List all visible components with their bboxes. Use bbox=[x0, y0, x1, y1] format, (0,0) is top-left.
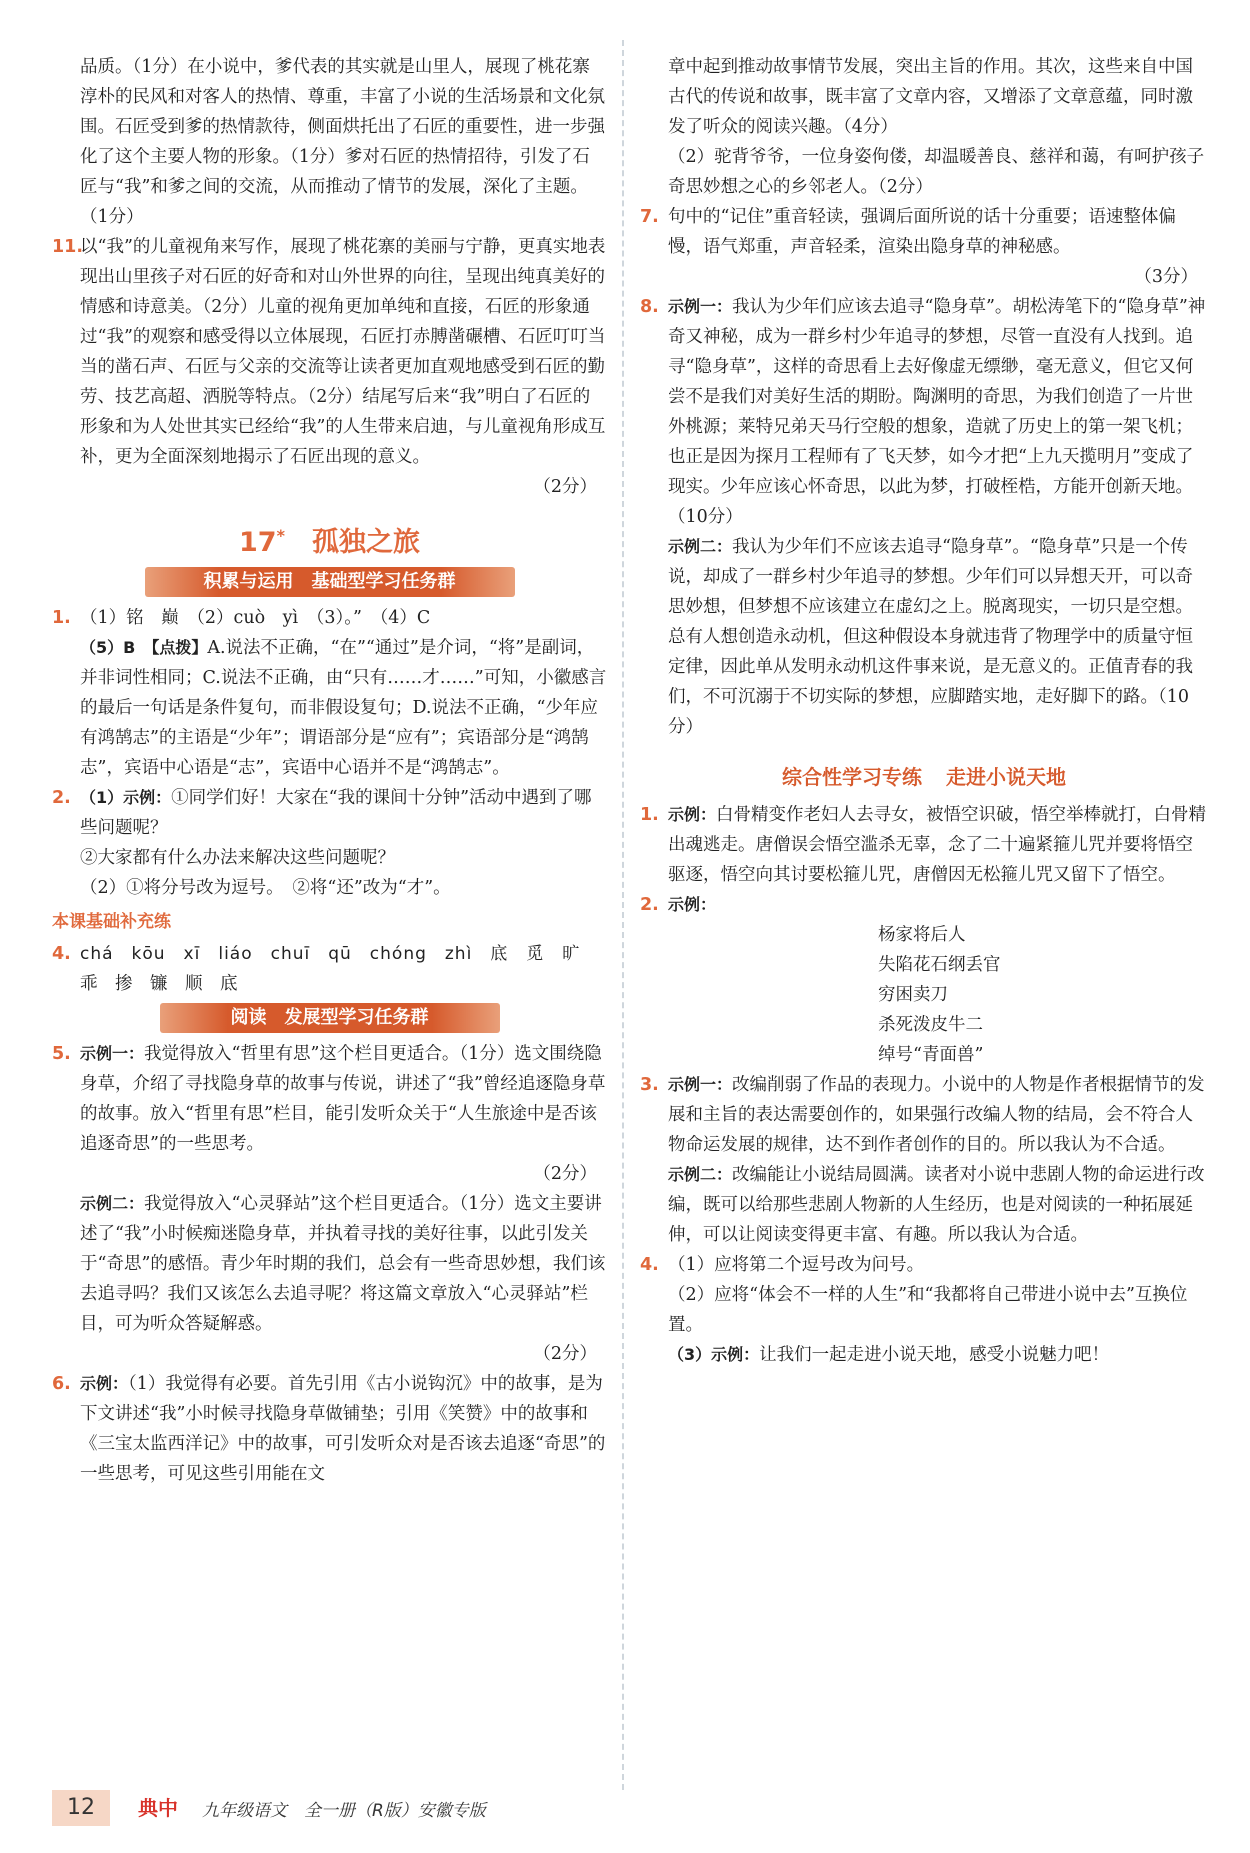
subsection-title: 本课基础补充练 bbox=[52, 912, 171, 932]
example-two bbox=[668, 532, 1208, 742]
list-item: 失陷花石纲丢官 bbox=[878, 955, 1001, 975]
question-2 bbox=[52, 783, 607, 903]
brand-logo: 典中 bbox=[138, 1796, 178, 1820]
answer-line bbox=[668, 800, 1208, 890]
character-lines bbox=[668, 920, 1208, 1070]
answer-line: chá kōu xī liáo chuī qū chóng zhì 底 觅 旷 bbox=[80, 944, 581, 964]
answer-tip bbox=[80, 633, 607, 783]
example-one bbox=[668, 292, 1208, 532]
question-number: 2. bbox=[52, 788, 71, 808]
answer-text: 我觉得放入“心灵驿站”这个栏目更适合。（1分）选文主要讲述了“我”小时候痴迷隐身草，并执着寻找的美好往事，以此引发关于“奇思”的感悟。青少年时期的我们，总会有一些奇思妙想，我们该去追寻吗？我们又该怎么去追寻呢？将这篇文章放入“心灵驿站”栏目，可为听众答疑解惑。 bbox=[80, 1194, 606, 1334]
question-5 bbox=[52, 1039, 607, 1369]
example-label: 示例一： bbox=[668, 297, 733, 316]
answer-text: ①同学们好！大家在“我的课间十分钟”活动中遇到了哪些问题呢？ bbox=[80, 788, 592, 838]
answer-line bbox=[668, 1340, 1208, 1370]
answer-line: （2）应将“体会不一样的人生”和“我都将自己带进小说中去”互换位置。 bbox=[668, 1285, 1188, 1335]
project-question-1 bbox=[640, 800, 1208, 890]
example-label: 示例二： bbox=[668, 537, 733, 556]
project-title-left: 综合性学习专练 bbox=[782, 765, 922, 789]
answer-text: 句中的“记住”重音轻读，强调后面所说的话十分重要；语速整体偏慢，语气郑重，声音轻柔，渲染出隐身草的神秘感。 bbox=[668, 207, 1176, 257]
q6-continuation: 章中起到推动故事情节发展，突出主旨的作用。其次，这些来自中国古代的传说和故事，既丰富了文章内容，又增添了文章意蕴，同时激发了听众的阅读兴趣。（4分） bbox=[668, 57, 1193, 137]
question-11 bbox=[52, 232, 607, 502]
tip-label: （5）B 【点拨】 bbox=[80, 638, 208, 657]
answer-text: 以“我”的儿童视角来写作，展现了桃花寨的美丽与宁静，更真实地表现出山里孩子对石匠的好奇和对山外世界的向往，呈现出纯真美好的情感和诗意美。（2分）儿童的视角更加单纯和直接，石匠的形象通过“我”的观察和感受得以立体展现，石匠打赤膊凿碾槽、石匠叮叮当当的凿石声、石匠与父亲的交流等让读者更加直观地感受到石匠的勤劳、技艺高超、洒脱等特点。（2分）结尾写后来“我”明白了石匠的形象和为人处世其实已经给“我”的人生带来启迪，与儿童视角形成互补，更为全面深刻地揭示了石匠出现的意义。 bbox=[80, 237, 606, 467]
example-label: 示例二： bbox=[80, 1194, 145, 1213]
question-number: 1. bbox=[52, 608, 71, 628]
question-number: 4. bbox=[640, 1255, 659, 1275]
question-number: 4. bbox=[52, 944, 71, 964]
lesson-star: * bbox=[276, 526, 285, 545]
column-divider bbox=[622, 40, 624, 1790]
q10-continuation: 品质。（1分）在小说中，爹代表的其实就是山里人，展现了桃花寨淳朴的民风和对客人的热情、尊重，丰富了小说的生活场景和文化氛围。石匠受到爹的热情款待，侧面烘托出了石匠的重要性，进一步强化了这个主要人物的形象。（1分）爹对石匠的热情招待，引发了石匠与“我”和爹之间的交流，从而推动了情节的发展，深化了主题。（1分） bbox=[80, 57, 605, 227]
answer-line: （1）铭 巅 （2）cuò yì （3）。” （4）C bbox=[80, 608, 431, 628]
project-question-3 bbox=[640, 1070, 1208, 1250]
left-column bbox=[52, 52, 607, 1489]
question-4 bbox=[52, 939, 607, 999]
right-column bbox=[640, 52, 1208, 1370]
example-label: 示例一： bbox=[80, 1044, 145, 1063]
project-question-2 bbox=[640, 890, 1208, 1070]
tip-text: A.说法不正确，“在”“通过”是介词，“将”是副词，并非词性相同；C.说法不正确，由“只有……才……”可知，小徽感言的最后一句话是条件复句，而非假设复句；D.说法不正确，“少年应有鸿鹄志”的主语是“少年”；谓语部分是“应有”；宾语部分是“鸿鹄志”，宾语中心语是“志”，宾语中心语并不是“鸿鹄志”。 bbox=[80, 638, 607, 778]
answer-text: 改编能让小说结局圆满。读者对小说中悲剧人物的命运进行改编，既可以给那些悲剧人物新的人生经历，也是对阅读的一种拓展延伸，可以让阅读变得更丰富、有趣。所以我认为合适。 bbox=[668, 1165, 1205, 1245]
example-label: 示例一： bbox=[668, 1075, 733, 1094]
question-number: 3. bbox=[640, 1075, 659, 1095]
example-two bbox=[668, 1160, 1208, 1250]
question-7 bbox=[640, 202, 1208, 292]
example-label: 示例： bbox=[668, 895, 717, 914]
answer-line bbox=[80, 1369, 607, 1489]
question-number: 11. bbox=[52, 237, 84, 257]
question-8 bbox=[640, 292, 1208, 742]
answer-text: 白骨精变作老妇人去寻女，被悟空识破，悟空举棒就打，白骨精出魂逃走。唐僧误会悟空滥杀无辜，念了二十遍紧箍儿咒并要将悟空驱逐，悟空向其讨要松箍儿咒，唐僧因无松箍儿咒又留下了悟空。 bbox=[668, 805, 1207, 885]
score: （2分） bbox=[533, 1344, 597, 1364]
question-number: 7. bbox=[640, 207, 659, 227]
list-item: 穷困卖刀 bbox=[878, 985, 948, 1005]
question-number: 1. bbox=[640, 805, 659, 825]
lesson-title bbox=[52, 516, 607, 563]
question-1 bbox=[52, 603, 607, 783]
question-number: 2. bbox=[640, 895, 659, 915]
answer-line bbox=[80, 783, 607, 843]
score: （2分） bbox=[533, 477, 597, 497]
example-label: 示例： bbox=[80, 1374, 129, 1393]
example-label: 示例二： bbox=[668, 1165, 733, 1184]
section-banner-basic: 积累与运用 基础型学习任务群 bbox=[145, 567, 515, 597]
project-question-4 bbox=[640, 1250, 1208, 1370]
answer-text: 我觉得放入“哲里有思”这个栏目更适合。（1分）选文围绕隐身草，介绍了寻找隐身草的故事与传说，讲述了“我”曾经追逐隐身草的故事。放入“哲里有思”栏目，能引发听众关于“人生旅途中是否该追逐奇思”的一些思考。 bbox=[80, 1044, 606, 1154]
page-number: 12 bbox=[52, 1790, 110, 1826]
example-label: （1）示例： bbox=[80, 788, 172, 807]
answer-text: （1）我觉得有必要。首先引用《古小说钩沉》中的故事，是为下文讲述“我”小时候寻找隐身草做铺垫；引用《笑赞》中的故事和《三宝太监西洋记》中的故事，可引发听众对是否该去追逐“奇思”的一些思考，可见这些引用能在文 bbox=[80, 1374, 606, 1484]
list-item: 杀死泼皮牛二 bbox=[878, 1015, 983, 1035]
list-item: 绰号“青面兽” bbox=[878, 1045, 984, 1065]
answer-text: 我认为少年们应该去追寻“隐身草”。胡松涛笔下的“隐身草”神奇又神秘，成为一群乡村少年追寻的梦想，尽管一直没有人找到。追寻“隐身草”，这样的奇思看上去好像虚无缥缈，毫无意义，但它又何尝不是我们对美好生活的期盼。陶渊明的奇思，为我们创造了一片世外桃源；莱特兄弟天马行空般的想象，造就了历史上的第一架飞机；也正是因为探月工程师有了飞天梦，如今才把“上九天揽明月”变成了现实。少年应该心怀奇思，以此为梦，打破桎梏，方能开创新天地。（10分） bbox=[668, 297, 1206, 527]
page-footer bbox=[52, 1784, 612, 1834]
answer-text: 我认为少年们不应该去追寻“隐身草”。“隐身草”只是一个传说，却成了一群乡村少年追寻的梦想。少年们可以异想天开，可以奇思妙想，但梦想不应该建立在虚幻之上。脱离现实，一切只是空想。总有人想创造永动机，但这种假设本身就违背了物理学中的质量守恒定律，因此单从发明永动机这件事来说，是无意义的。正值青春的我们，不可沉溺于不切实际的梦想，应脚踏实地，走好脚下的路。（10分） bbox=[668, 537, 1193, 737]
project-title bbox=[640, 762, 1208, 792]
question-number: 8. bbox=[640, 297, 659, 317]
list-item: 杨家将后人 bbox=[878, 925, 966, 945]
book-title: 九年级语文 全一册（R版）安徽专版 bbox=[202, 1801, 486, 1821]
answer-text: 改编削弱了作品的表现力。小说中的人物是作者根据情节的发展和主旨的表达需要创作的，如果强行改编人物的结局，会不符合人物命运发展的规律，达不到作者创作的目的。所以我认为不合适。 bbox=[668, 1075, 1205, 1155]
answer-line: （2）①将分号改为逗号。 ②将“还”改为“才”。 bbox=[80, 878, 451, 898]
q6-part2: （2）驼背爷爷，一位身姿佝偻，却温暖善良、慈祥和蔼，有呵护孩子奇思妙想之心的乡邻老人。（2分） bbox=[668, 147, 1205, 197]
project-title-right: 走进小说天地 bbox=[946, 765, 1066, 789]
answer-text: 让我们一起走进小说天地，感受小说魅力吧！ bbox=[759, 1345, 1110, 1365]
question-number: 6. bbox=[52, 1374, 71, 1394]
answer-line: ②大家都有什么办法来解决这些问题呢？ bbox=[80, 848, 395, 868]
answer-line: （1）应将第二个逗号改为问号。 bbox=[668, 1255, 925, 1275]
example-two bbox=[80, 1189, 607, 1339]
question-6 bbox=[52, 1369, 607, 1489]
section-banner-reading: 阅读 发展型学习任务群 bbox=[160, 1003, 500, 1033]
example-label: 示例： bbox=[668, 805, 717, 824]
lesson-number: 17 bbox=[239, 527, 277, 558]
example-label: （3）示例： bbox=[668, 1345, 760, 1364]
example-one bbox=[80, 1039, 607, 1159]
answer-line: 乖 掺 镰 顺 底 bbox=[80, 974, 238, 994]
question-number: 5. bbox=[52, 1044, 71, 1064]
score: （3分） bbox=[1134, 267, 1198, 287]
lesson-name: 孤独之旅 bbox=[311, 527, 420, 558]
example-one bbox=[668, 1070, 1208, 1160]
score: （2分） bbox=[533, 1164, 597, 1184]
